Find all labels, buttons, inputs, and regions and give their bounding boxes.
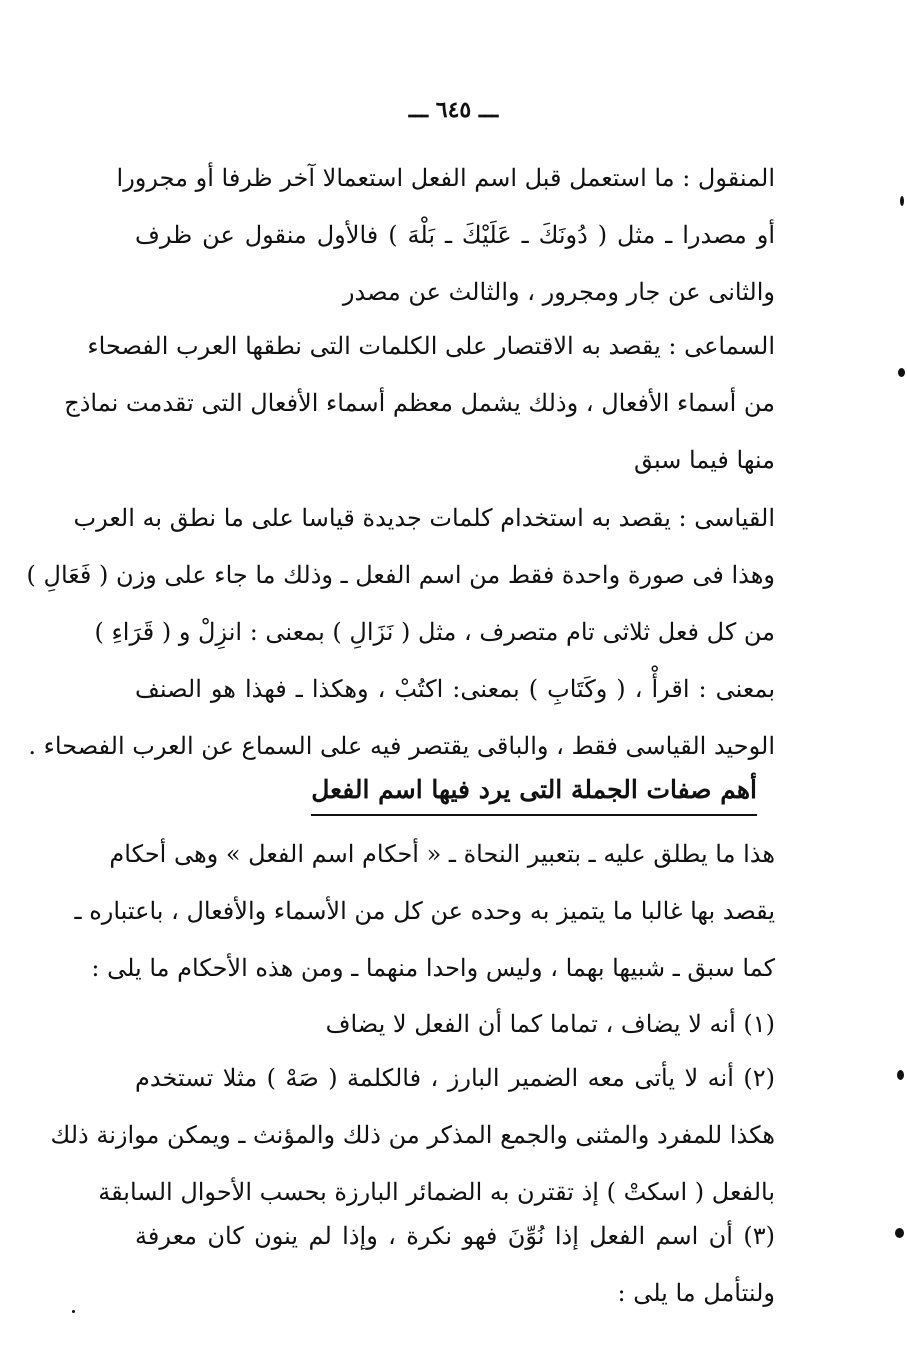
text-line: من أسماء الأفعال ، وذلك يشمل معظم أسماء الأفعال التى تقدمت نماذج [64,389,775,417]
text-line: منها فيما سبق [634,446,775,474]
paragraph-ahkam [74,826,775,997]
text-line: بمعنى : اقرأْ ، ( وكَتَابِ ) بمعنى: اكتُبْ ، وهكذا ـ فهذا هو الصنف [135,675,775,703]
paragraph-manqul [116,150,775,321]
list-item-1 [135,996,775,1053]
paragraph-samaai [64,318,775,489]
paragraph-qiyasi [26,490,775,775]
list-item-2 [50,1050,775,1221]
text-line: أو مصدرا ـ مثل ( دُونَكَ ـ عَلَيْكَ ـ بَلْهَ ) فالأول منقول عن ظرف [135,221,775,249]
text-line: (٣) أن اسم الفعل إذا نُوِّنَ فهو نكرة ، وإذا لم ينون كان معرفة [135,1222,775,1250]
margin-speck [72,1310,75,1313]
text-line: هكذا للمفرد والمثنى والجمع المذكر من ذلك والمؤنث ـ ويمكن موازنة ذلك [50,1121,775,1149]
list-item-3 [135,1208,775,1322]
text-line: يقصد بها غالبا ما يتميز به وحده عن كل من الأسماء والأفعال ، باعتباره ـ [74,897,775,925]
text-line: (١) أنه لا يضاف ، تماما كما أن الفعل لا يضاف [325,1010,775,1038]
text-line: السماعى : يقصد به الاقتصار على الكلمات التى نطقها العرب الفصحاء [87,332,775,360]
text-line: القياسى : يقصد به استخدام كلمات جديدة قياسا على ما نطق به العرب [73,504,775,532]
margin-speck [895,1228,904,1238]
text-line: (٢) أنه لا يأتى معه الضمير البارز ، فالكلمة ( صَهْ ) مثلا تستخدم [135,1064,775,1092]
text-line: ولنتأمل ما يلى : [617,1279,775,1307]
text-line: كما سبق ـ شبيها بهما ، وليس واحدا منهما ـ ومن هذه الأحكام ما يلى : [91,954,775,982]
text-line: من كل فعل ثلاثى تام متصرف ، مثل ( نَزَالِ ) بمعنى : انزِلْ و ( قَرَاءِ ) [94,618,775,646]
page-number: ـــ ٦٤٥ ـــ [408,97,499,123]
section-heading: أهم صفات الجملة التى يرد فيها اسم الفعل [311,770,757,816]
margin-speck [900,196,904,206]
text-line: المنقول : ما استعمل قبل اسم الفعل استعمالا آخر ظرفا أو مجرورا [116,164,775,192]
margin-speck [897,1070,904,1080]
text-line: والثانى عن جار ومجرور ، والثالث عن مصدر [342,278,775,306]
margin-speck [898,368,905,377]
text-line: وهذا فى صورة واحدة فقط من اسم الفعل ـ وذلك ما جاء على وزن ( فَعَالِ ) [26,561,775,589]
text-line: هذا ما يطلق عليه ـ بتعبير النحاة ـ « أحكام اسم الفعل » وهى أحكام [109,840,775,868]
text-line: بالفعل ( اسكتْ ) إذ تقترن به الضمائر البارزة بحسب الأحوال السابقة [98,1178,775,1206]
text-line: الوحيد القياسى فقط ، والباقى يقتصر فيه على السماع عن العرب الفصحاء . [28,732,775,760]
